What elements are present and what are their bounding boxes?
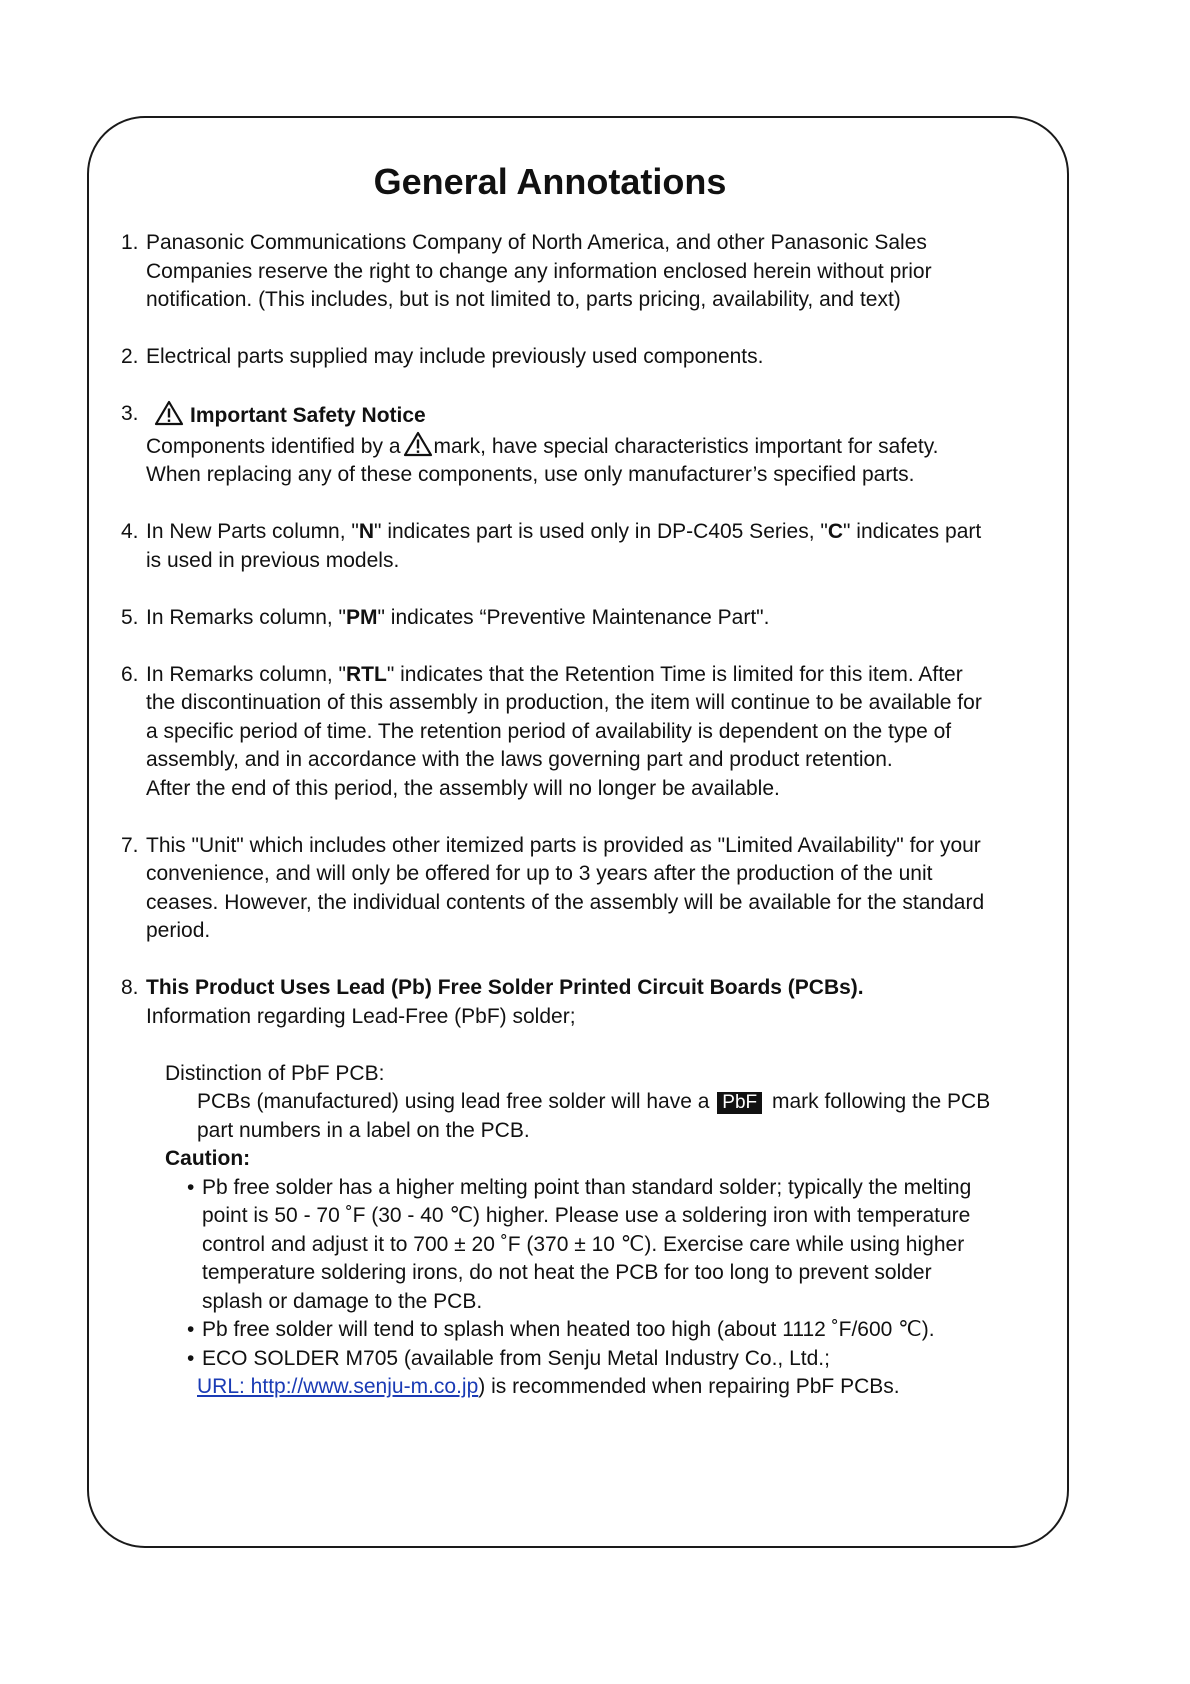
- remark-code-rtl: RTL: [346, 662, 387, 686]
- annotation-item-6: [121, 661, 1046, 804]
- item-text-line: After the end of this period, the assembly will no longer be available.: [146, 776, 780, 800]
- text-segment: " indicates part: [843, 520, 982, 543]
- bullet-dot: •: [187, 1346, 195, 1370]
- item-text-line: [146, 604, 1046, 633]
- annotation-item-4: [121, 518, 1046, 575]
- item-number: 1.: [121, 231, 139, 254]
- text-segment: " indicates that the Retention Time is limited for this item. After: [386, 662, 963, 686]
- item-number: 4.: [121, 520, 139, 543]
- item-text-line: [146, 431, 1046, 462]
- bullet-text-line: splash or damage to the PCB.: [202, 1289, 483, 1313]
- item-text-line: Electrical parts supplied may include previously used components.: [146, 345, 764, 368]
- item-number: 7.: [121, 833, 139, 857]
- pbf-distinction-title: Distinction of PbF PCB:: [165, 1061, 385, 1085]
- bullet-dot: •: [187, 1175, 195, 1199]
- text-segment: ) is recommended when repairing PbF PCBs.: [478, 1375, 900, 1398]
- safety-notice-text: mark, have special characteristics important for safety.: [433, 434, 939, 458]
- bullet-text-line: temperature soldering irons, do not heat the PCB for too long to prevent solder: [202, 1261, 932, 1284]
- annotations-list: [121, 229, 1046, 1430]
- caution-title: Caution:: [165, 1147, 251, 1170]
- item-text-line: convenience, and will only be offered for up to 3 years after the production of the unit: [146, 862, 933, 885]
- item-text-line: [146, 518, 1046, 547]
- text-segment: In Remarks column, ": [146, 605, 347, 629]
- safety-notice-heading: Important Safety Notice: [190, 404, 426, 427]
- item-text-line: is used in previous models.: [146, 548, 400, 572]
- bullet-text-line: ECO SOLDER M705 (available from Senju Metal Industry Co., Ltd.;: [202, 1346, 830, 1370]
- bullet-text-line: control and adjust it to 700 ± 20 ˚F (370 ± 10 ℃). Exercise care while using higher: [202, 1232, 965, 1256]
- item-text-line: Panasonic Communications Company of North America, and other Panasonic Sales: [146, 231, 927, 254]
- bullet-text-line: point is 50 - 70 ˚F (30 - 40 ℃) higher. Please use a soldering iron with temperature: [202, 1204, 971, 1227]
- url-line: [197, 1373, 1046, 1402]
- bullet-text-line: Pb free solder will tend to splash when heated too high (about 1112 ˚F/600 ℃).: [202, 1318, 935, 1341]
- lead-free-heading: This Product Uses Lead (Pb) Free Solder Printed Circuit Boards (PCBs).: [146, 976, 864, 999]
- safety-notice-text: Components identified by a: [146, 434, 401, 458]
- item-text-line: notification. (This includes, but is not limited to, parts pricing, availability, and text): [146, 288, 901, 311]
- annotation-item-3: [121, 400, 1046, 490]
- text-segment: PCBs (manufactured) using lead free solder will have a: [197, 1090, 710, 1113]
- item-text-line: When replacing any of these components, use only manufacturer’s specified parts.: [146, 463, 915, 486]
- warning-triangle-icon: [154, 400, 184, 426]
- text-segment: In New Parts column, ": [146, 520, 359, 543]
- text-segment: " indicates part is used only in DP-C405 Series, ": [374, 520, 828, 543]
- caution-bullet-1: [187, 1174, 1046, 1317]
- text-segment: In Remarks column, ": [146, 662, 347, 686]
- caution-bullet-3: [187, 1345, 1046, 1374]
- pbf-mark-badge: PbF: [717, 1092, 762, 1114]
- item-number: 8.: [121, 976, 139, 999]
- annotation-item-7: [121, 832, 1046, 946]
- item-number: 2.: [121, 345, 139, 368]
- senju-url-link[interactable]: URL: http://www.senju-m.co.jp: [197, 1375, 479, 1398]
- item-text-line: the discontinuation of this assembly in production, the item will continue to be available for: [146, 691, 982, 714]
- caution-bullet-2: [187, 1316, 1046, 1345]
- pbf-distinction-text: part numbers in a label on the PCB.: [197, 1118, 530, 1142]
- item-number: 3.: [121, 402, 139, 425]
- item-text-line: a specific period of time. The retention period of availability is dependent on the type of: [146, 719, 952, 743]
- item-text-line: Companies reserve the right to change any information enclosed herein without prior: [146, 259, 932, 283]
- annotation-item-1: [121, 229, 1046, 315]
- bullet-text-line: Pb free solder has a higher melting point than standard solder; typically the melting: [202, 1175, 972, 1199]
- warning-triangle-icon: [403, 431, 433, 457]
- new-part-code-n: N: [358, 520, 375, 543]
- bullet-dot: •: [187, 1318, 195, 1341]
- annotation-item-8: [121, 974, 1046, 1402]
- item-number: 6.: [121, 662, 139, 686]
- item-text-line: assembly, and in accordance with the laws governing part and product retention.: [146, 748, 893, 771]
- text-segment: mark following the PCB: [771, 1090, 991, 1113]
- annotation-item-2: [121, 343, 1046, 372]
- item-text-line: Information regarding Lead-Free (PbF) solder;: [146, 1004, 576, 1028]
- remark-code-pm: PM: [346, 605, 378, 629]
- annotation-item-5: [121, 604, 1046, 633]
- item-text-line: This "Unit" which includes other itemized parts is provided as "Limited Availability" for your: [146, 833, 981, 857]
- item-text-line: period.: [146, 919, 211, 942]
- new-part-code-c: C: [827, 520, 844, 543]
- item-text-line: [146, 661, 1046, 690]
- pbf-distinction-text: [197, 1088, 1046, 1117]
- safety-notice-heading-line: [146, 400, 1046, 431]
- text-segment: " indicates “Preventive Maintenance Part".: [377, 605, 770, 629]
- item-text-line: ceases. However, the individual contents of the assembly will be available for the standard: [146, 890, 985, 914]
- page-title: General Annotations: [373, 161, 727, 202]
- item-number: 5.: [121, 605, 139, 629]
